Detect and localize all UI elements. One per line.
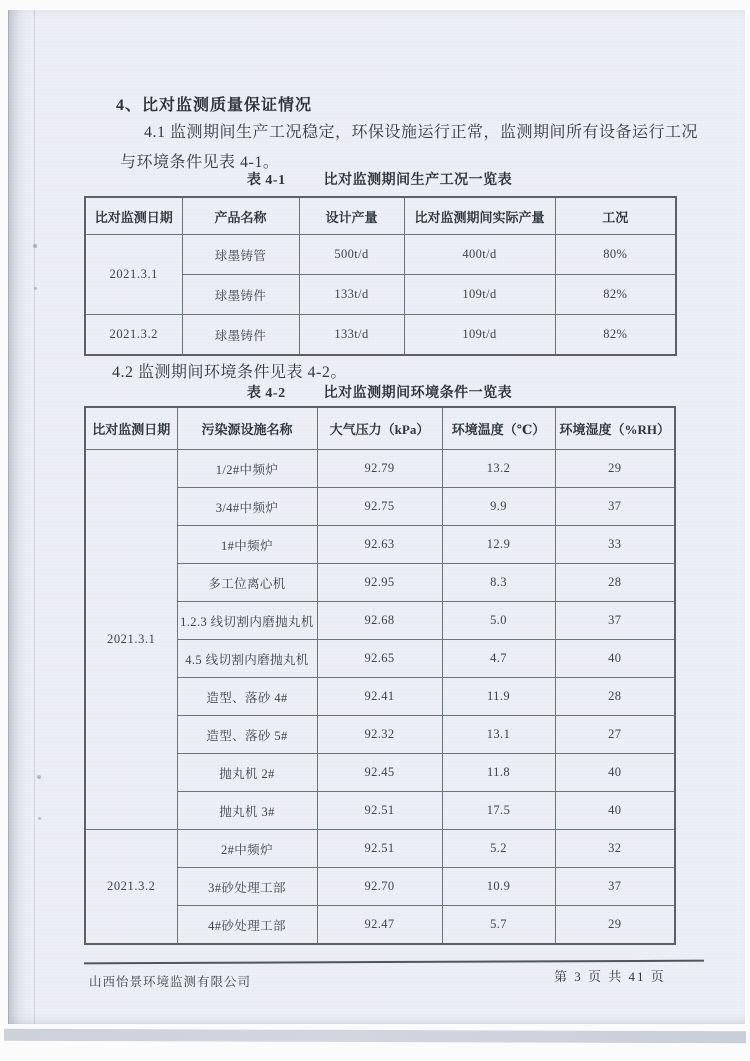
table1-caption xyxy=(84,169,675,189)
table-cell: 92.63 xyxy=(317,526,442,564)
scan-crease-line xyxy=(34,10,35,1024)
environmental-conditions-table xyxy=(84,406,676,945)
column-header: 比对监测日期 xyxy=(85,197,182,235)
table-row xyxy=(85,830,675,868)
table-cell: 28 xyxy=(555,564,675,602)
table-cell: 1#中频炉 xyxy=(177,526,317,564)
date-cell: 2021.3.2 xyxy=(85,830,177,945)
table-cell: 92.79 xyxy=(317,450,442,488)
table-cell: 28 xyxy=(555,678,675,716)
table-row xyxy=(85,235,676,275)
table-cell: 37 xyxy=(555,602,675,640)
table-cell: 12.9 xyxy=(442,526,555,564)
table-cell: 8.3 xyxy=(442,564,555,602)
table-cell: 92.51 xyxy=(317,830,442,868)
table-header-row xyxy=(85,407,675,450)
column-header: 产品名称 xyxy=(182,197,299,235)
table-cell: 11.9 xyxy=(442,678,555,716)
table-cell: 11.8 xyxy=(442,754,555,792)
table-cell: 造型、落砂 4# xyxy=(177,678,317,716)
column-header: 工况 xyxy=(555,197,676,235)
table-cell: 80% xyxy=(555,235,676,275)
table-cell: 9.9 xyxy=(442,488,555,526)
scan-speck xyxy=(33,244,37,248)
column-header: 比对监测日期 xyxy=(85,407,177,450)
column-header: 污染源设施名称 xyxy=(177,407,317,450)
table-cell: 4.7 xyxy=(442,640,555,678)
column-header: 大气压力（kPa） xyxy=(317,407,442,450)
table-cell: 13.1 xyxy=(442,716,555,754)
scanned-document-page xyxy=(8,10,745,1024)
paragraph-4-2: 4.2 监测期间环境条件见表 4-2。 xyxy=(112,364,347,381)
table-cell: 13.2 xyxy=(442,450,555,488)
table-cell: 92.32 xyxy=(317,716,442,754)
section-heading: 4、比对监测质量保证情况 xyxy=(116,97,313,114)
table-cell: 92.47 xyxy=(317,906,442,945)
table2-caption-label: 表 4-2 xyxy=(246,386,286,401)
column-header: 环境湿度（%RH） xyxy=(555,407,675,450)
table-cell: 133t/d xyxy=(299,275,404,315)
table-cell: 球墨铸件 xyxy=(182,275,299,315)
column-header: 比对监测期间实际产量 xyxy=(404,197,555,235)
production-conditions-table xyxy=(84,196,677,356)
table2-caption-title: 比对监测期间环境条件一览表 xyxy=(323,386,513,401)
column-header: 环境温度（℃） xyxy=(442,407,555,450)
table-cell: 造型、落砂 5# xyxy=(177,716,317,754)
table-cell: 82% xyxy=(555,275,676,315)
table2-caption xyxy=(84,382,675,402)
table-cell: 92.75 xyxy=(317,488,442,526)
table-cell: 40 xyxy=(555,754,675,792)
paragraph-4-1-line1: 4.1 监测期间生产工况稳定，环保设施运行正常，监测期间所有设备运行工况 xyxy=(144,124,699,141)
table-cell: 37 xyxy=(555,488,675,526)
table-cell: 多工位离心机 xyxy=(177,564,317,602)
table-cell: 109t/d xyxy=(404,275,555,315)
table-cell: 10.9 xyxy=(442,868,555,906)
date-cell: 2021.3.1 xyxy=(85,235,182,315)
footer-divider xyxy=(84,960,704,965)
table-cell: 33 xyxy=(555,526,675,564)
table-cell: 27 xyxy=(555,716,675,754)
paragraph-4-1-line2: 与环境条件见表 4-1。 xyxy=(120,154,280,171)
table-cell: 29 xyxy=(555,450,675,488)
footer-page-number: 第 3 页 共 41 页 xyxy=(554,969,666,984)
footer-company-name: 山西怡景环境监测有限公司 xyxy=(89,975,252,989)
date-cell: 2021.3.2 xyxy=(85,315,182,356)
table-cell: 17.5 xyxy=(442,792,555,830)
table-cell: 3#砂处理工部 xyxy=(177,868,317,906)
table-cell: 2#中频炉 xyxy=(177,830,317,868)
table-cell: 133t/d xyxy=(299,315,404,356)
scan-speck xyxy=(38,817,41,820)
table-cell: 球墨铸管 xyxy=(182,235,299,275)
table-cell: 92.70 xyxy=(317,868,442,906)
table-cell: 1.2.3 线切割内磨抛丸机 xyxy=(177,602,317,640)
column-header: 设计产量 xyxy=(299,197,404,235)
table1-caption-title: 比对监测期间生产工况一览表 xyxy=(323,173,513,188)
table-cell: 5.0 xyxy=(442,602,555,640)
table-cell: 92.95 xyxy=(317,564,442,602)
table-cell: 500t/d xyxy=(299,235,404,275)
scan-bottom-edge xyxy=(4,1029,746,1044)
table-cell: 4.5 线切割内磨抛丸机 xyxy=(177,640,317,678)
table-cell: 29 xyxy=(555,906,675,945)
table-cell: 37 xyxy=(555,868,675,906)
table-cell: 92.51 xyxy=(317,792,442,830)
table-cell: 5.2 xyxy=(442,830,555,868)
table-cell: 92.68 xyxy=(317,602,442,640)
table-row xyxy=(85,450,675,488)
table1-caption-label: 表 4-1 xyxy=(246,173,286,188)
table-cell: 92.45 xyxy=(317,754,442,792)
table-cell: 109t/d xyxy=(404,315,555,356)
table-cell: 82% xyxy=(555,315,676,356)
table-cell: 球墨铸件 xyxy=(182,315,299,356)
table-cell: 5.7 xyxy=(442,906,555,945)
scan-speck xyxy=(37,775,41,779)
table-cell: 4#砂处理工部 xyxy=(177,906,317,945)
table-header-row xyxy=(85,197,676,235)
table-cell: 40 xyxy=(555,792,675,830)
table-cell: 400t/d xyxy=(404,235,555,275)
table-cell: 92.65 xyxy=(317,640,442,678)
table-cell: 40 xyxy=(555,640,675,678)
table-cell: 3/4#中频炉 xyxy=(177,488,317,526)
table-cell: 32 xyxy=(555,830,675,868)
table-cell: 抛丸机 2# xyxy=(177,754,317,792)
table-cell: 1/2#中频炉 xyxy=(177,450,317,488)
table-cell: 抛丸机 3# xyxy=(177,792,317,830)
date-cell: 2021.3.1 xyxy=(85,450,177,830)
table-cell: 92.41 xyxy=(317,678,442,716)
table-row xyxy=(85,315,676,356)
scan-speck xyxy=(34,287,37,290)
